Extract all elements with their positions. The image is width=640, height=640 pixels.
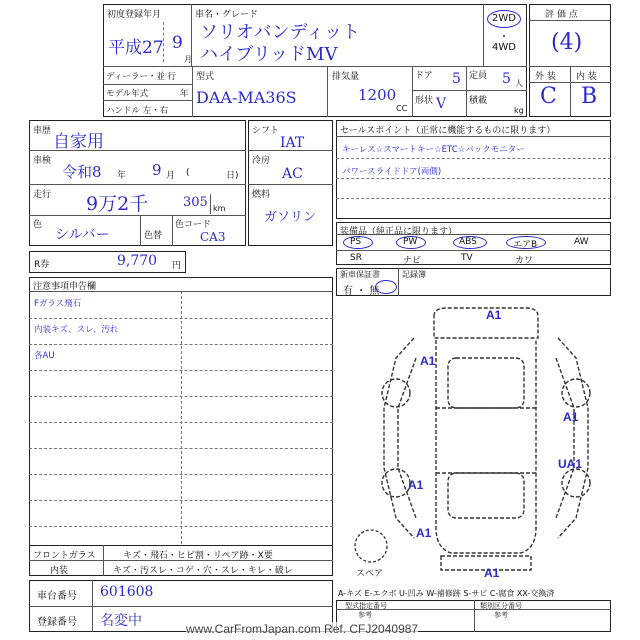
registration-era: 平成27: [108, 38, 164, 58]
equip-navi: ナビ: [403, 256, 422, 266]
ac-value: AC: [282, 166, 303, 182]
divider: [336, 250, 611, 251]
fglass-label: フロントガラス: [33, 551, 96, 561]
note-row-line: [29, 318, 333, 319]
inspection-label: 車検: [33, 156, 52, 166]
warranty-label: 新車保証書: [340, 270, 380, 279]
damage-mark-front: A1: [486, 308, 502, 322]
interior-grade: B: [581, 84, 598, 109]
category-ref: 参考: [494, 611, 508, 619]
color-code-value: CA3: [200, 230, 226, 244]
grade-label: 評 価 点: [545, 10, 578, 20]
damage-mark-right-rear: UA1: [558, 457, 583, 471]
record-label: 記録簿: [402, 270, 426, 279]
equip-sr: SR: [350, 253, 362, 263]
equip-tv: TV: [461, 253, 473, 263]
divider: [570, 66, 571, 117]
fuel-label: 燃料: [252, 190, 271, 200]
note-line-1: Fガラス飛石: [34, 299, 82, 309]
divider: [336, 136, 611, 137]
mileage-label: 走行: [33, 190, 52, 200]
registration-month: 9: [172, 33, 183, 53]
shape-value: V: [436, 96, 447, 112]
ac-label: 冷房: [252, 156, 271, 166]
divider: [474, 600, 475, 632]
recycle-unit: 円: [172, 261, 182, 271]
category-label: 類別区分番号: [480, 602, 522, 610]
vehicle-name-label: 車名・グレード: [195, 10, 259, 20]
divider: [336, 198, 611, 199]
divider: [248, 184, 333, 185]
shape-label: 形状: [415, 96, 434, 106]
inspection-month-unit: 月: [166, 171, 176, 181]
chassis-label: 車台番号: [37, 591, 77, 602]
mileage-value: 9万2千: [86, 193, 149, 215]
km-unit: km: [213, 204, 226, 213]
equip-pw: PW: [403, 237, 418, 247]
usage-value: 自家用: [53, 132, 104, 152]
divider: [103, 100, 192, 101]
divider: [466, 66, 467, 117]
color-code-label: 色コード: [175, 220, 212, 230]
warranty-none-circle: [375, 280, 397, 294]
divider: [172, 215, 173, 246]
shift-label: シフト: [252, 126, 280, 136]
spare-label: スペア: [356, 569, 384, 579]
type-spec-ref: 参考: [358, 611, 372, 619]
divider: [210, 194, 211, 214]
sales-line-1: キーレス☆スマートキー☆ETC☆バックモニター: [342, 145, 525, 155]
divider: [192, 66, 193, 117]
divider: [336, 178, 611, 179]
notes-label: 注意事項申告欄: [33, 282, 97, 292]
first-registration-label: 初度登録年月: [107, 10, 162, 20]
usage-label: 車歴: [33, 126, 52, 136]
inspection-day-open: (: [186, 168, 190, 178]
type-label: 型式: [196, 72, 215, 82]
damage-mark-left-bottom: A1: [416, 526, 432, 540]
divider: [181, 291, 182, 574]
damage-legend: A-キズ E-エクボ U-凹み W-補修跡 S-サビ C-腐食 XX-交換済: [338, 589, 555, 598]
interior-label: 内 装: [576, 72, 597, 82]
load-label: 積載: [469, 96, 488, 106]
recycle-box: [29, 251, 186, 273]
exterior-label: 外 装: [535, 72, 556, 82]
divider: [529, 20, 611, 21]
divider: [92, 580, 93, 632]
fuel-value: ガソリン: [264, 210, 317, 225]
car-damage-diagram: [336, 298, 611, 583]
note-line-2: 内装キズ、スレ、汚れ: [34, 325, 119, 335]
capacity-unit: 人: [515, 79, 523, 88]
shift-value: IAT: [280, 135, 305, 151]
note-row-line: [29, 526, 333, 527]
divider: [103, 545, 104, 576]
divider: [140, 215, 141, 246]
sales-label: セールスポイント（正常に機能するものに限ります）: [340, 126, 556, 136]
color-label: 色: [33, 220, 43, 230]
regno-value: 名変中: [100, 613, 142, 629]
damage-mark-left-front: A1: [420, 354, 436, 368]
drive-dot: ・: [499, 32, 509, 43]
capacity-label: 定員: [469, 71, 488, 81]
type-value: DAA-MA36S: [196, 88, 297, 107]
load-unit: kg: [514, 106, 524, 115]
equip-airbag: エアB: [513, 240, 538, 250]
divider: [29, 184, 246, 185]
inspection-month: 9: [152, 161, 162, 179]
divider: [483, 4, 484, 66]
month-unit: 月: [184, 55, 192, 64]
divider: [103, 84, 192, 85]
watermark: www.CarFromJapan.com Ref. CFJ2040987: [186, 622, 419, 636]
damage-mark-rear: A1: [484, 566, 500, 580]
divider: [327, 66, 328, 117]
note-row-line: [29, 500, 333, 501]
drive-2wd: 2WD: [492, 13, 516, 24]
inspection-year-unit: 年: [117, 171, 127, 181]
note-row-line: [29, 448, 333, 449]
vehicle-name-line1: ソリオバンディット: [200, 22, 361, 43]
drive-4wd: 4WD: [492, 42, 516, 53]
recycle-label: R券: [34, 260, 50, 270]
handle-label: ハンドル 左・右: [106, 106, 169, 116]
note-line-3: 各AU: [34, 351, 55, 361]
divider: [412, 90, 527, 91]
equip-ps: PS: [350, 237, 362, 247]
interior-cond-options: キズ・汚スレ・コゲ・穴・スレ・キレ・破レ: [113, 566, 293, 576]
year-unit: 年: [180, 89, 189, 99]
damage-mark-right-front: A1: [563, 410, 579, 424]
equip-abs: ABS: [459, 237, 477, 247]
divider: [412, 66, 413, 117]
door-value: 5: [452, 71, 461, 87]
sales-line-2: パワースライドドア(両側): [342, 167, 442, 177]
note-row-line: [29, 422, 333, 423]
spare-tire: [355, 530, 387, 562]
capacity-value: 5: [502, 71, 511, 87]
type-spec-label: 型式指定番号: [345, 602, 387, 610]
color-change-label: 色替: [144, 231, 163, 241]
note-row-line: [29, 370, 333, 371]
regno-label: 登録番号: [37, 617, 77, 628]
divider: [398, 268, 399, 296]
color-value: シルバー: [55, 227, 110, 243]
interior-cond-label: 内装: [50, 566, 69, 576]
dealer-label: ディーラー・並 行: [106, 72, 177, 82]
divider: [29, 606, 333, 607]
note-row-line: [29, 474, 333, 475]
grade-score: (4): [551, 30, 583, 55]
exterior-grade: C: [540, 84, 557, 109]
warranty-value: 有 ・ 無: [343, 286, 380, 297]
door-label: ドア: [415, 71, 433, 81]
equip-leather: カワ: [515, 256, 534, 266]
divider: [103, 66, 527, 67]
model-year-label: モデル年式: [106, 89, 149, 99]
divider: [336, 158, 611, 159]
displacement-label: 排気量: [332, 72, 360, 82]
chassis-value: 601608: [100, 584, 154, 600]
note-row-line: [29, 344, 333, 345]
vehicle-name-line2: ハイブリッドMV: [200, 44, 338, 65]
equipment-label: 装備品（純正品に限ります）: [340, 227, 458, 237]
damage-mark-left-rear: A1: [408, 478, 424, 492]
cc-unit: CC: [396, 104, 408, 113]
divider: [163, 22, 164, 62]
inspection-era: 令和8: [62, 163, 102, 181]
inspection-day-unit: 日): [226, 171, 239, 181]
mileage-sub: 305: [183, 195, 208, 210]
equip-aw: AW: [574, 237, 589, 247]
note-row-line: [29, 396, 333, 397]
displacement-value: 1200: [358, 86, 397, 104]
fglass-options: キズ・飛石・ヒビ割・リペア跡・X要: [123, 551, 273, 561]
recycle-amount: 9,770: [117, 253, 158, 269]
